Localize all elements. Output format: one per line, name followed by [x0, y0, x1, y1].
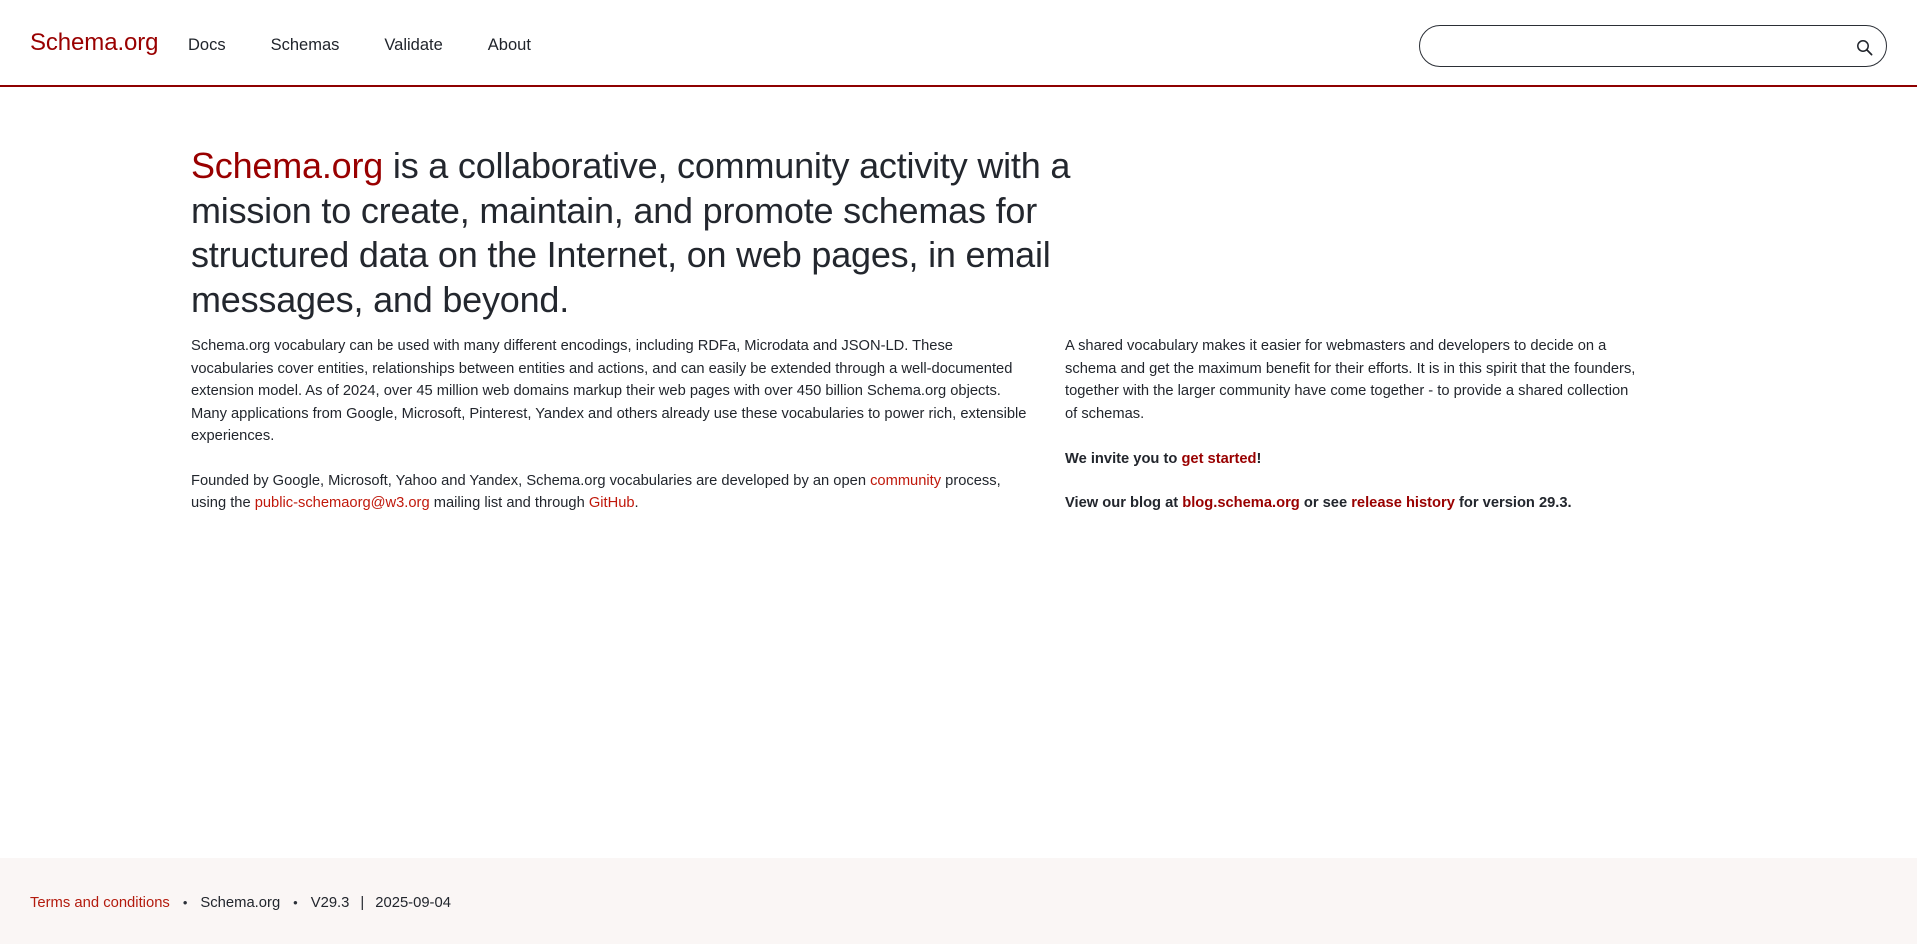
link-community[interactable]: community	[870, 472, 942, 489]
shared-vocabulary-paragraph: A shared vocabulary makes it easier for webmasters and developers to decide on a schema and get the maximum benefit for their efforts. It is in this spirit that the founders, together with the larger community have come together - to provide a shared collection of schemas.	[1065, 338, 1636, 422]
search-icon	[1856, 39, 1873, 56]
intro-paragraph-1: Schema.org vocabulary can be used with many different encodings, including RDFa, Microdata and JSON-LD. These vocabularies cover entities, relationships between entities and actions, and can easily be extended through a well-documented extension model. As of 2024, over 45 million web domains markup their web pages with over 450 billion Schema.org objects. Many applications from Google, Microsoft, Pinterest, Yandex and others already use these vocabularies to power rich, extensible experiences.	[191, 338, 1027, 444]
footer-terms-link[interactable]: Terms and conditions	[30, 895, 170, 911]
footer-content	[30, 893, 451, 913]
search-input[interactable]	[1420, 26, 1840, 66]
nav-item-schemas[interactable]: Schemas	[270, 36, 340, 54]
footer-separator-1: •	[182, 895, 188, 910]
search-button[interactable]	[1852, 35, 1876, 59]
site-logo[interactable]: Schema.org	[30, 29, 159, 56]
page-title	[191, 144, 1071, 322]
blog-text-part-2: or see	[1299, 494, 1352, 511]
primary-nav	[188, 33, 531, 57]
intro-paragraph-2	[191, 470, 1036, 515]
intro-column-right	[1065, 335, 1640, 535]
footer-pipe: |	[360, 895, 365, 911]
founded-text-part-4: .	[634, 495, 639, 511]
invite-paragraph	[1065, 448, 1640, 471]
nav-item-about[interactable]: About	[487, 36, 531, 54]
blog-text-part-1: View our blog at	[1065, 494, 1183, 511]
site-footer	[0, 858, 1917, 944]
nav-item-docs[interactable]: Docs	[188, 36, 226, 54]
main-content	[0, 87, 1917, 858]
invite-text-part-1: We invite you to	[1065, 451, 1182, 467]
footer-date: 2025-09-04	[375, 895, 451, 911]
link-release-history[interactable]: release history	[1351, 494, 1455, 511]
invite-text-part-2: !	[1256, 451, 1262, 467]
blog-text-part-3: for version 29.3.	[1454, 494, 1572, 511]
link-mailing-list[interactable]: public-schemaorg@w3.org	[254, 495, 430, 511]
site-header	[0, 0, 1917, 87]
footer-separator-2: •	[293, 895, 298, 910]
nav-item-validate[interactable]: Validate	[384, 36, 443, 54]
footer-version: V29.3	[310, 895, 350, 911]
headline-brand: Schema.org	[191, 145, 384, 186]
link-blog[interactable]: blog.schema.org	[1182, 494, 1300, 511]
search-box[interactable]	[1419, 25, 1887, 67]
link-get-started[interactable]: get started	[1181, 451, 1257, 467]
footer-site-name: Schema.org	[200, 895, 281, 911]
blog-paragraph	[1065, 492, 1640, 515]
founded-text-part-3: mailing list and through	[429, 495, 589, 511]
link-github[interactable]: GitHub	[588, 495, 635, 511]
headline-rest: is a collaborative, community activity with a mission to create, maintain, and promote schemas for structured data on the Internet, on web pages, in email messages, and beyond.	[191, 145, 1071, 320]
founded-text-part-1: Founded by Google, Microsoft, Yahoo and Yandex, Schema.org vocabularies are developed by an open	[191, 472, 871, 489]
intro-column-left	[191, 335, 1036, 515]
founded-text-part-2: process, using the	[191, 472, 1001, 511]
